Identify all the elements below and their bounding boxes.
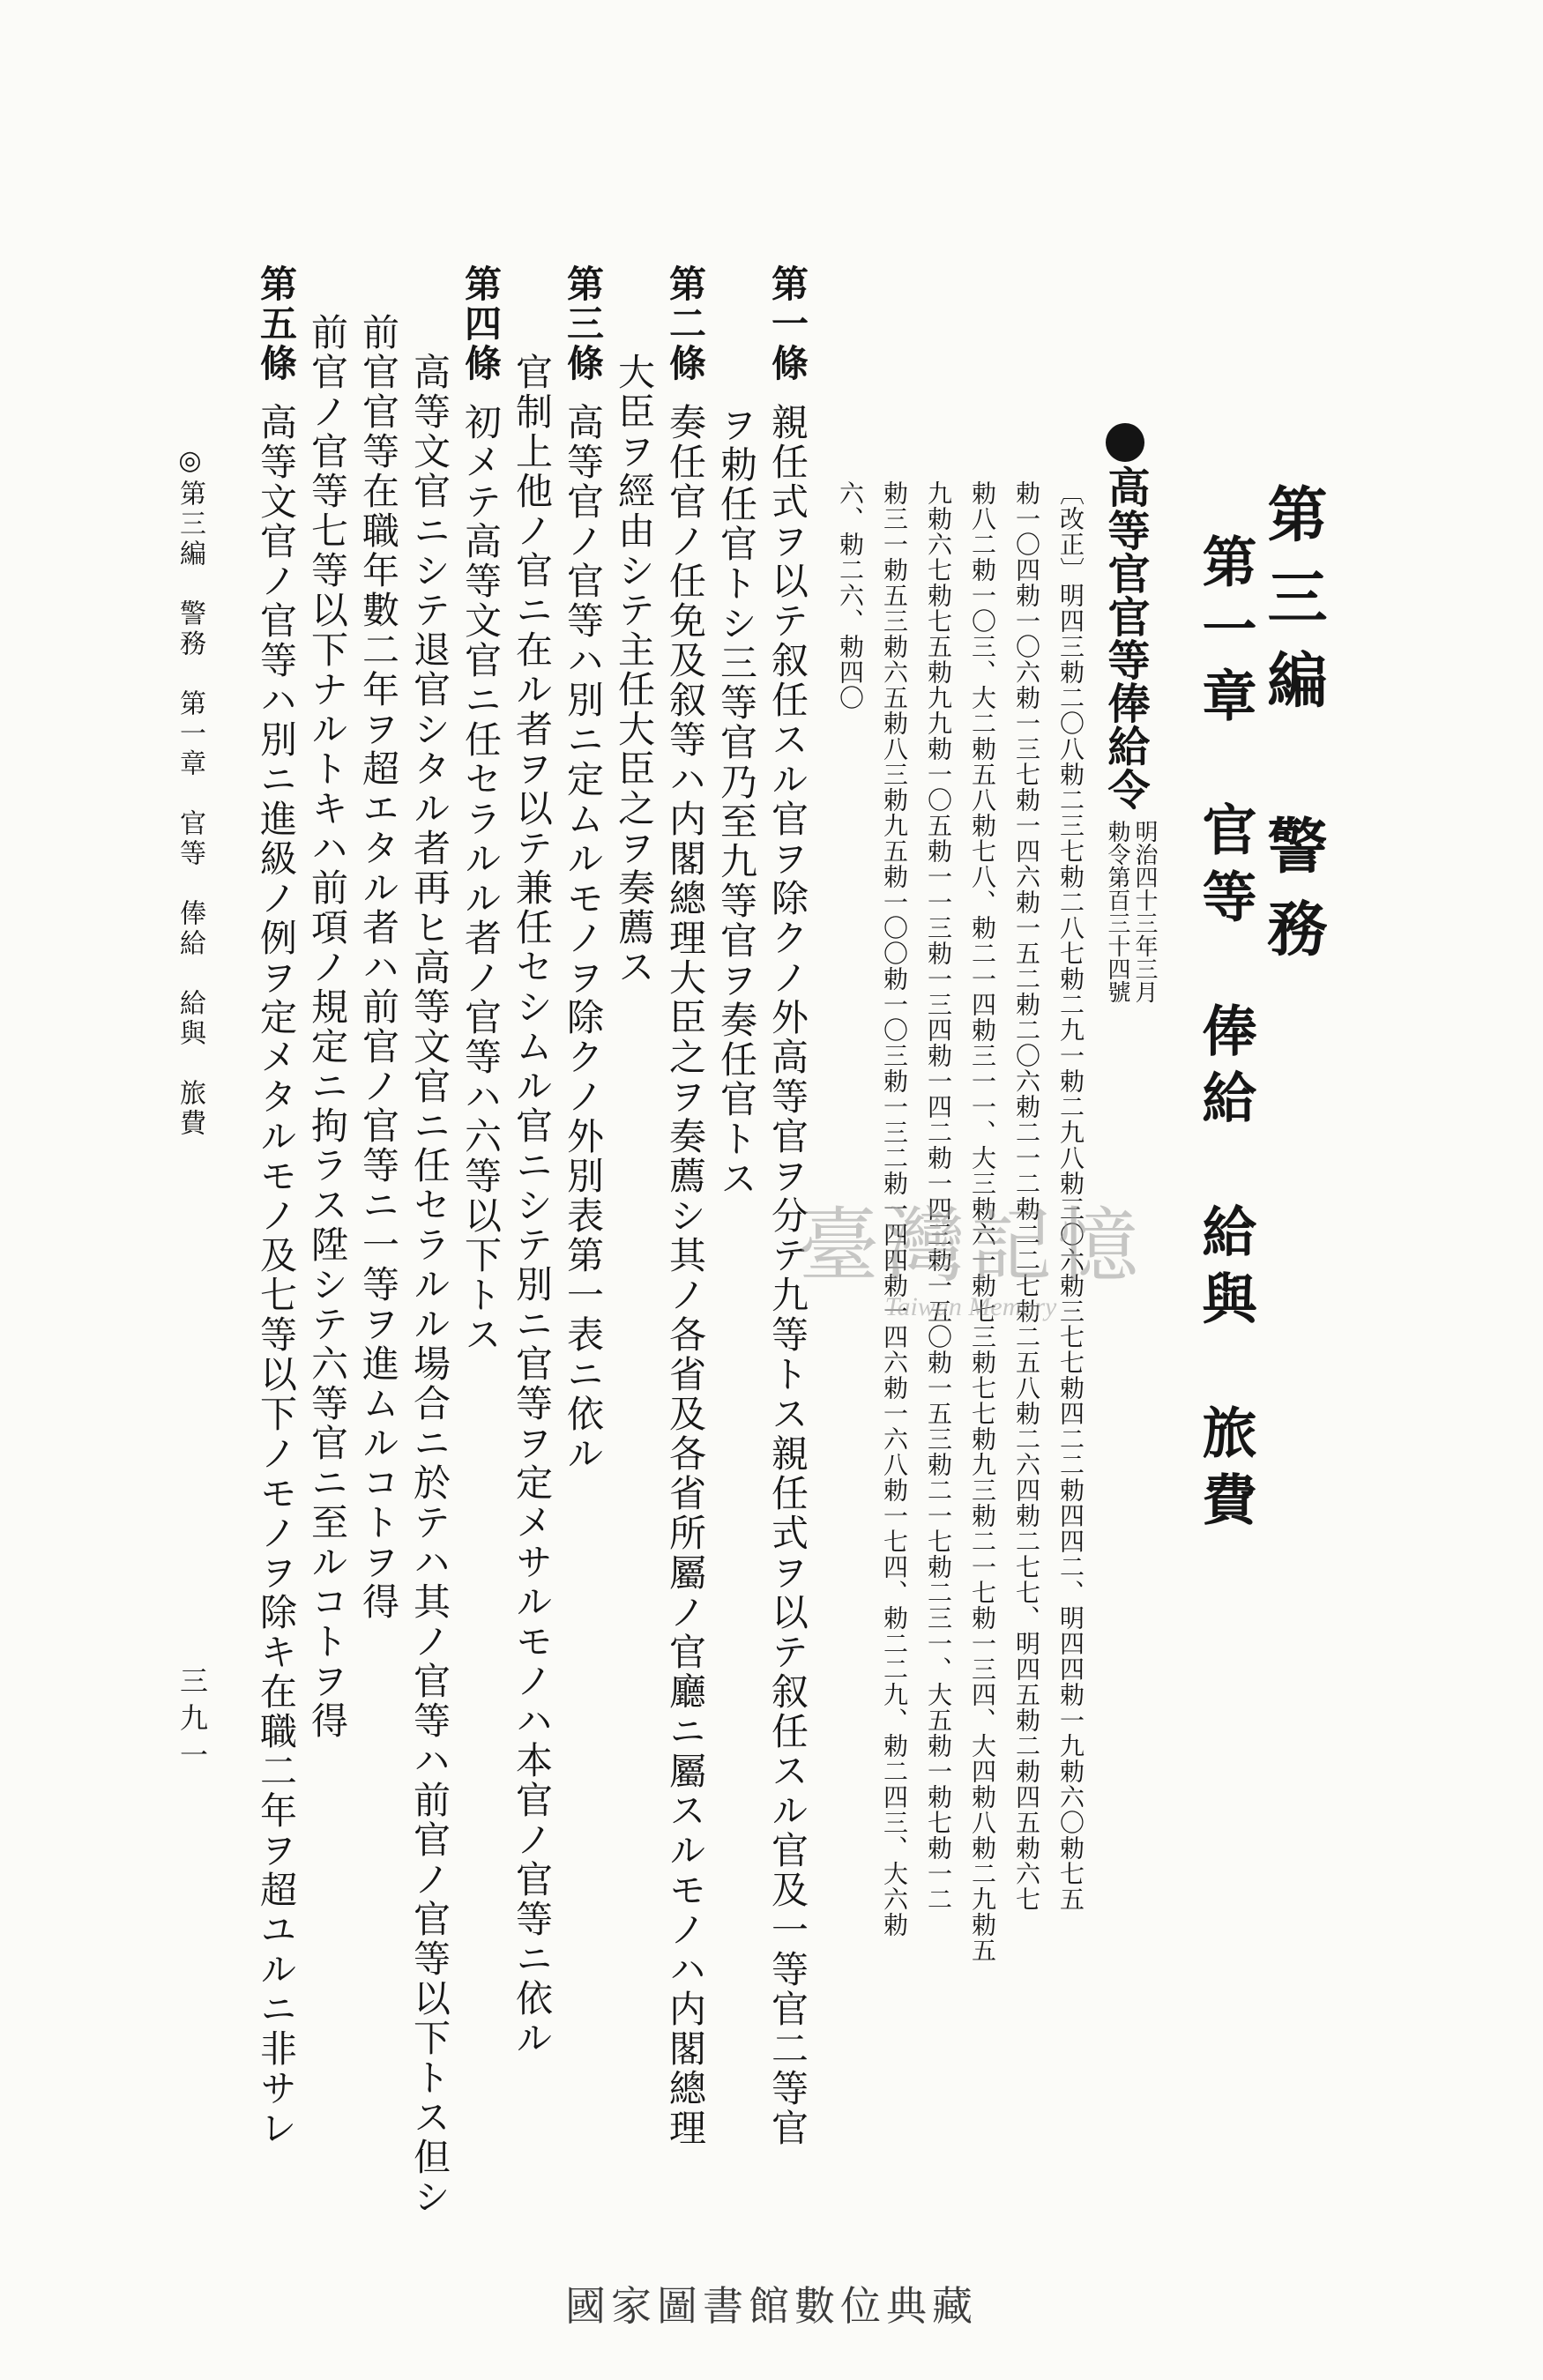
amendment-text: 勅八二勅一〇三、大二勅五八勅七八、勅二一四勅三一一、大三勅六一勅七三勅七七勅九三勅二一七勅一三四、大四勅八勅二九勅五 [968, 480, 997, 1963]
part-title: 第三編 警務 [1257, 483, 1328, 980]
article-3-line [562, 264, 605, 1474]
article-text: 初メテ高等文官ニ任セラルル者ノ官等ハ六等以下トス [459, 403, 503, 1355]
article-text: 前官官等在職年數二年ヲ超エタル者ハ前官ノ官等ニ一等ヲ進ムルコトヲ得 [357, 313, 400, 1622]
article-text: ヲ勅任官トシ三等官乃至九等官ヲ奏任官トス [715, 405, 758, 1199]
article-text: 官制上他ノ官ニ在ル者ヲ以テ兼任セシムル官ニシテ別ニ官等ヲ定メサルモノハ本官ノ官等ニ依ル [511, 353, 554, 2058]
law-title: 高等官官等俸給令 [1100, 465, 1150, 811]
article-text: 高等文官ノ官等ハ別ニ進級ノ例ヲ定メタルモノ及七等以下ノモノヲ除キ在職二年ヲ超ユルニ非サレ [255, 403, 298, 2148]
watermark-english: Taiwan Memory [884, 1292, 1057, 1321]
taiwan-memory-watermark [798, 1181, 1144, 1322]
article-label: 第五條 [255, 264, 298, 383]
enactment-line-2: 勅令第百三十四號 [1104, 820, 1130, 1003]
article-2-line [664, 264, 707, 2148]
article-text: 高等官ノ官等ハ別ニ定ムルモノヲ除クノ外別表第一表ニ依ル [562, 403, 605, 1474]
law-title-line [1100, 423, 1150, 811]
running-footer: ◎第三編 警務 第一章 官等 俸給 給與 旅費 [175, 445, 205, 1139]
article-text: 高等文官ニシテ退官シタル者再ヒ高等文官ニ任セラルル場合ニ於テハ其ノ官等ハ前官ノ官等以下トス但シ [408, 353, 451, 2217]
article-4-line [459, 264, 503, 1355]
watermark-chinese: 臺灣記憶 [798, 1199, 1144, 1293]
bullet-icon [1106, 423, 1144, 462]
amendment-text: 明四三勅二〇八勅二三七勅二八七勅二九一勅二九八勅三〇六勅三七七勅四二二勅四四二、明四四勅一九勅六〇勅七五 [1056, 583, 1085, 1912]
article-text: 大臣ヲ經由シテ主任大臣之ヲ奏薦ス [613, 353, 656, 987]
amendments-label: 〔改正〕 [1056, 480, 1085, 583]
amendment-text: 九勅六七勅七五勅九九勅一〇五勅一一三勅一三四勅一四二勅一四三勅一五〇勅一五三勅二一七勅二三一、大五勅一勅七勅一二 [924, 480, 953, 1912]
article-label: 第三條 [562, 264, 605, 383]
amendment-text: 勅一〇四勅一〇六勅一三七勅一四六勅一五二勅二〇六勅二一二勅二二七勅二五八勅二六四勅二七七、明四五勅二勅四五勅六七 [1012, 480, 1041, 1912]
archive-caption: 國家圖書館數位典藏 [565, 2282, 978, 2330]
article-label: 第四條 [459, 264, 503, 383]
article-5-line [255, 264, 298, 2148]
article-text: 前官ノ官等七等以下ナルトキハ前項ノ規定ニ拘ラス陞シテ六等官ニ至ルコトヲ得 [306, 313, 349, 1741]
chapter-title: 第一章 官等 俸給 給與 旅費 [1193, 533, 1257, 1538]
article-text: 親任式ヲ以テ叙任スル官ヲ除クノ外高等官ヲ分テ九等トス親任式ヲ以テ叙任スル官及一等官二等官 [766, 403, 809, 2148]
amendment-text: 六、勅二六、勅四〇 [836, 480, 865, 710]
page-number: 三九一 [175, 1666, 209, 1777]
enactment-line-1: 明治四十三年三月 [1131, 820, 1158, 1003]
article-text: 奏任官ノ任免及叙等ハ内閣總理大臣之ヲ奏薦シ其ノ各省及各省所屬ノ官廳ニ屬スルモノハ内閣總理 [664, 403, 707, 2148]
article-label: 第一條 [766, 264, 809, 383]
amendment-text: 勅三一勅五三勅六五勅八三勅九五勅一〇〇勅一〇三勅一三二勅一四四勅一四六勅一六八勅一七四、勅二二九、勅二四三、大六勅 [880, 480, 909, 1937]
article-label: 第二條 [664, 264, 707, 383]
